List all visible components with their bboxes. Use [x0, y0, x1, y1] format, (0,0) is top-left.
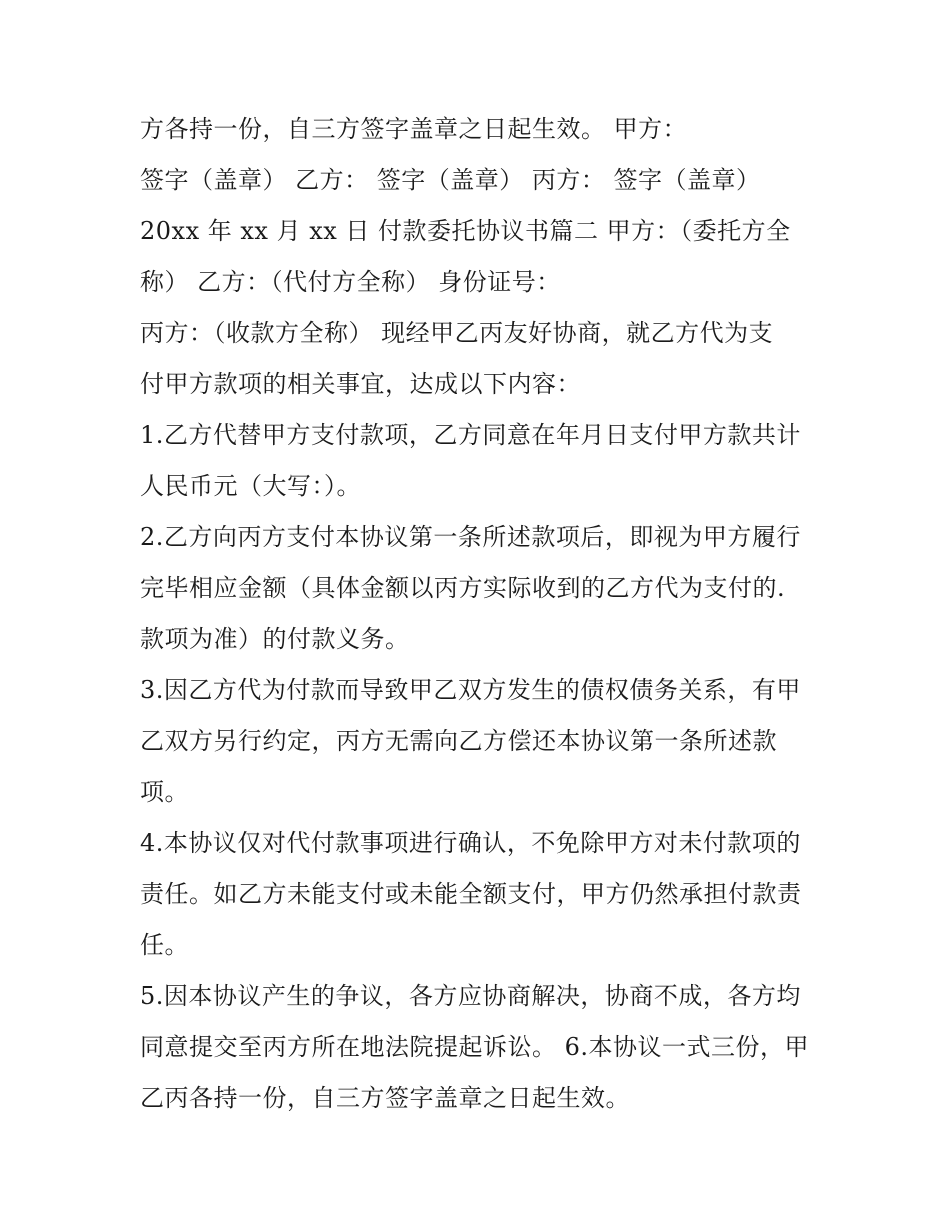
text-line: 称） 乙方：（代付方全称） 身份证号： — [140, 268, 561, 296]
text-line: 同意提交至丙方所在地法院提起诉讼。 6.本协议一式三份，甲 — [140, 1033, 810, 1061]
document-body — [140, 104, 830, 1124]
text-line: 项。 — [140, 778, 189, 806]
text-line: 乙丙各持一份，自三方签字盖章之日起生效。 — [140, 1084, 630, 1112]
text-line: 付甲方款项的相关事宜，达成以下内容： — [140, 370, 581, 398]
text-line: 丙方：（收款方全称） 现经甲乙丙友好协商，就乙方代为支 — [140, 319, 774, 347]
text-line: 完毕相应金额（具体金额以丙方实际收到的乙方代为支付的. — [140, 574, 786, 602]
text-line: 20xx 年 xx 月 xx 日 付款委托协议书篇二 甲方：（委托方全 — [140, 217, 791, 245]
text-line: 乙双方另行约定，丙方无需向乙方偿还本协议第一条所述款 — [140, 727, 777, 755]
text-line: 4.本协议仅对代付款事项进行确认，不免除甲方对未付款项的 — [140, 829, 801, 857]
text-line: 5.因本协议产生的争议，各方应协商解决，协商不成，各方均 — [140, 982, 801, 1010]
text-line: 1.乙方代替甲方支付款项，乙方同意在年月日支付甲方款共计 — [140, 421, 801, 449]
text-line: 签字（盖章） 乙方： 签字（盖章） 丙方： 签字（盖章） — [140, 166, 761, 194]
text-line: 责任。如乙方未能支付或未能全额支付，甲方仍然承担付款责 — [140, 880, 802, 908]
text-line: 3.因乙方代为付款而导致甲乙双方发生的债权债务关系，有甲 — [140, 676, 801, 704]
text-line: 人民币元（大写：）。 — [140, 472, 361, 500]
text-line: 方各持一份，自三方签字盖章之日起生效。 甲方： — [140, 115, 688, 143]
text-line: 款项为准）的付款义务。 — [140, 625, 410, 653]
text-line: 任。 — [140, 931, 189, 959]
text-line: 2.乙方向丙方支付本协议第一条所述款项后，即视为甲方履行 — [140, 523, 801, 551]
